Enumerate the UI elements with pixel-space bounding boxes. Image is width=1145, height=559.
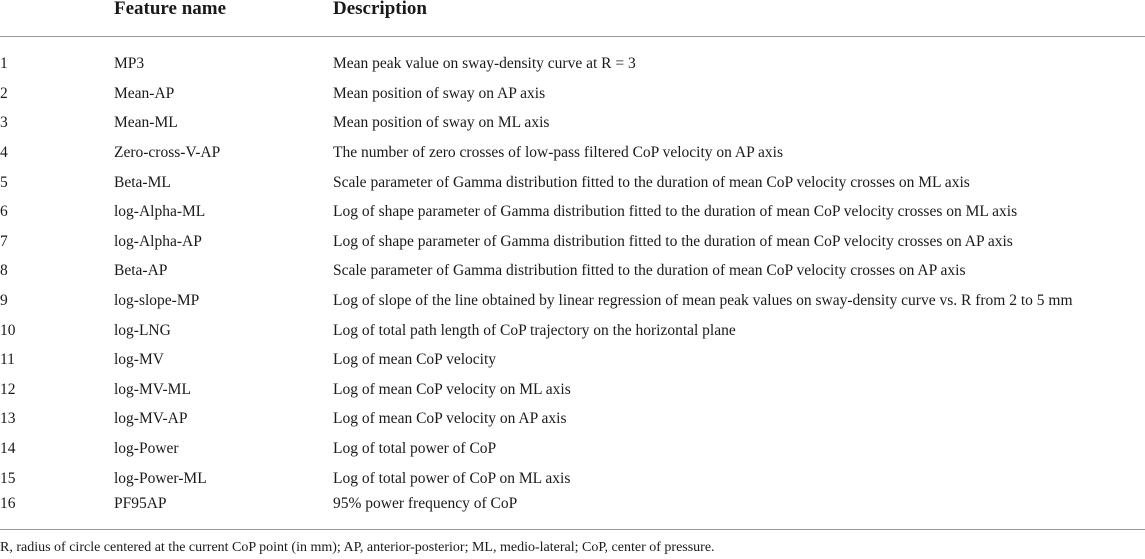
row-feature-name: MP3 [114, 55, 145, 72]
header-row [0, 0, 1145, 37]
row-description: Mean peak value on sway-density curve at R = 3 [333, 55, 636, 72]
row-feature-name: Mean-ML [114, 114, 178, 132]
row-description: Log of slope of the line obtained by linear regression of mean peak values on sway-density curve vs. R from 2 to 5 mm [333, 291, 1073, 309]
table-row [0, 37, 1145, 80]
row-description: Log of mean CoP velocity [333, 351, 497, 369]
row-description: The number of zero crosses of low-pass filtered CoP velocity on AP axis [333, 143, 783, 161]
row-feature-name: log-Power-ML [114, 469, 207, 487]
row-feature-name: log-slope-MP [114, 291, 200, 309]
table-row [0, 286, 1145, 316]
row-number: 16 [0, 493, 114, 530]
row-description: Log of mean CoP velocity on AP axis [333, 410, 567, 428]
row-feature-name: PF95AP [114, 493, 333, 530]
row-number: 12 [0, 380, 16, 398]
row-description: Scale parameter of Gamma distribution fitted to the duration of mean CoP velocity crosses on ML axis [333, 173, 970, 191]
row-description: Log of total path length of CoP trajectory on the horizontal plane [333, 321, 736, 339]
row-feature-name: Beta-ML [114, 173, 171, 191]
table-row [0, 464, 1145, 494]
row-number: 1 [0, 55, 8, 72]
table-body [0, 37, 1145, 530]
table-row [0, 197, 1145, 227]
row-feature-name: log-MV-ML [114, 380, 191, 398]
table-row [0, 227, 1145, 257]
row-number: 6 [0, 203, 8, 221]
row-number: 10 [0, 321, 16, 339]
row-description: 95% power frequency of CoP [333, 493, 1145, 530]
row-feature-name: log-LNG [114, 321, 171, 339]
row-number: 11 [0, 351, 15, 369]
row-feature-name: Beta-AP [114, 262, 168, 280]
row-description: Log of shape parameter of Gamma distribution fitted to the duration of mean CoP velocity crosses on ML axis [333, 203, 1018, 221]
row-number: 3 [0, 114, 8, 132]
table-row [0, 434, 1145, 464]
row-number: 13 [0, 410, 16, 428]
header-feature-name: Feature name [114, 0, 333, 37]
row-description: Scale parameter of Gamma distribution fitted to the duration of mean CoP velocity crosses on AP axis [333, 262, 966, 280]
row-description: Mean position of sway on ML axis [333, 114, 550, 132]
table-row [0, 405, 1145, 435]
row-feature-name: log-MV-AP [114, 410, 188, 428]
table-row [0, 345, 1145, 375]
row-number: 5 [0, 173, 8, 191]
table-row [0, 316, 1145, 346]
table-row [0, 375, 1145, 405]
row-feature-name: log-Alpha-ML [114, 203, 206, 221]
row-feature-name: Zero-cross-V-AP [114, 143, 221, 161]
row-feature-name: Mean-AP [114, 84, 175, 102]
row-description: Log of mean CoP velocity on ML axis [333, 380, 571, 398]
row-number: 8 [0, 262, 8, 280]
row-feature-name: log-Alpha-AP [114, 232, 202, 250]
row-description: Log of shape parameter of Gamma distribution fitted to the duration of mean CoP velocity crosses on AP axis [333, 232, 1013, 250]
table-header [0, 0, 1145, 37]
row-number: 2 [0, 84, 8, 102]
table-row [0, 79, 1145, 109]
row-description: Log of total power of CoP [333, 439, 497, 457]
row-number: 15 [0, 469, 16, 487]
row-number: 7 [0, 232, 8, 250]
table-row [0, 138, 1145, 168]
row-description: Mean position of sway on AP axis [333, 84, 546, 102]
table-row [0, 493, 1145, 530]
header-description: Description [333, 0, 1145, 37]
row-feature-name: log-MV [114, 351, 164, 369]
table-row [0, 168, 1145, 198]
row-number: 4 [0, 143, 8, 161]
table-row [0, 257, 1145, 287]
row-feature-name: log-Power [114, 439, 179, 457]
row-description: Log of total power of CoP on ML axis [333, 469, 571, 487]
table-row [0, 109, 1145, 139]
table-footnote: R, radius of circle centered at the current CoP point (in mm); AP, anterior-posterior; ML, medio-lateral; CoP, center of pressure. [0, 540, 715, 555]
row-number: 9 [0, 291, 8, 309]
header-number [0, 0, 114, 37]
row-number: 14 [0, 439, 16, 457]
